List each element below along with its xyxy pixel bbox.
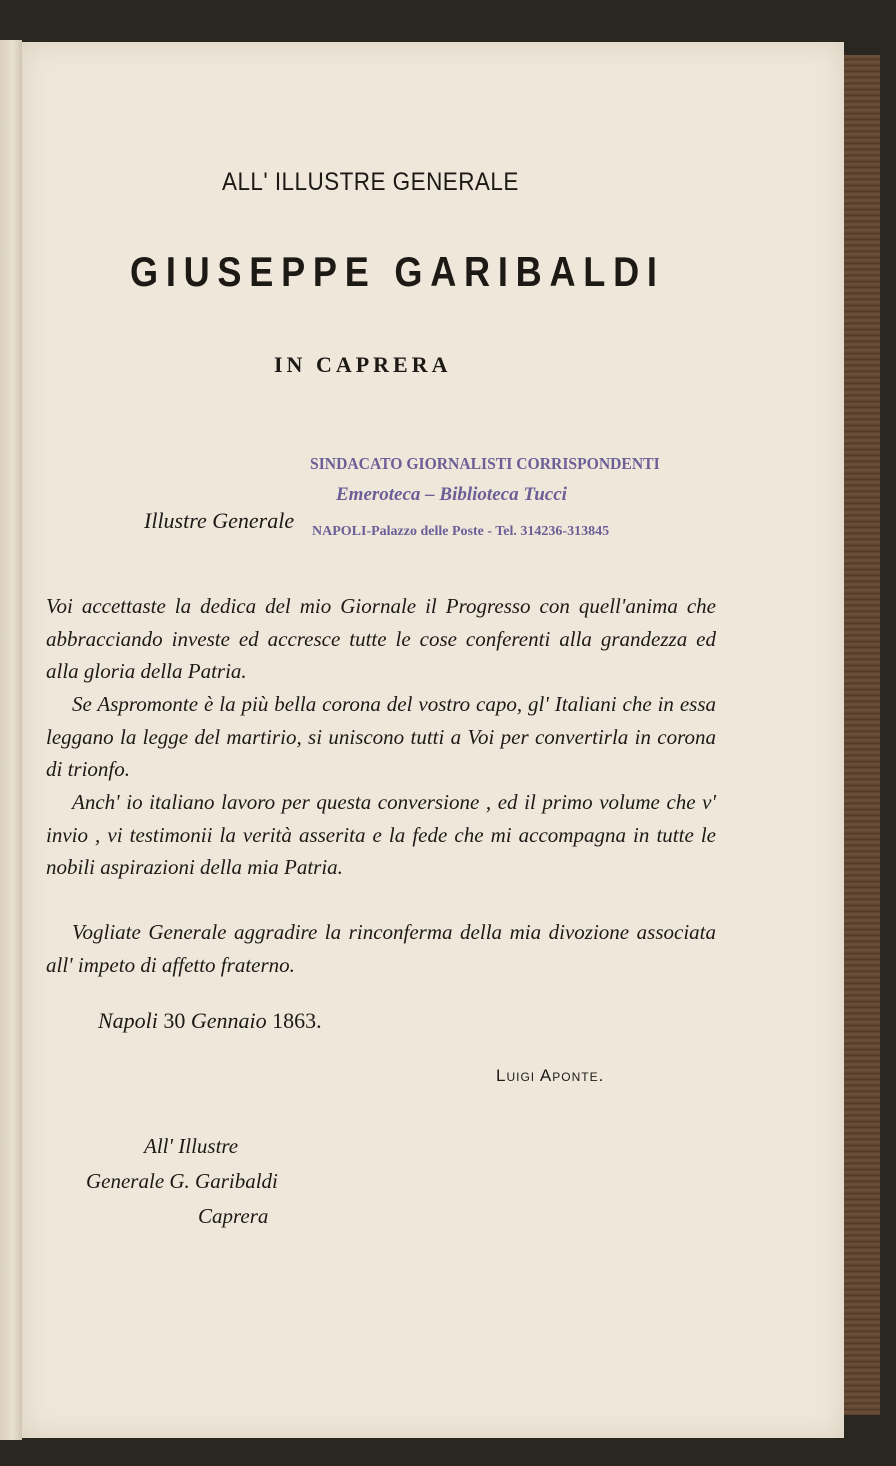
date-year: 1863. xyxy=(272,1008,322,1033)
address-line-1: All' Illustre xyxy=(144,1134,239,1158)
letter-paragraph-3: Anch' io italiano lavoro per questa conversione , ed il primo volume che v' invio , vi testimonii la verità asserita e la fede che mi accompagna in tutte le nobili aspirazioni della mia Patria. xyxy=(46,790,716,879)
library-stamp-line1: SINDACATO GIORNALISTI CORRISPONDENTI xyxy=(310,454,660,473)
book-page xyxy=(22,42,844,1438)
letter-paragraph-1: Voi accettaste la dedica del mio Giornale il Progresso con quell'anima che abbracciando investe ed accresce tutte le cose conferenti alla grandezza ed alla gloria della Patria. xyxy=(46,594,716,683)
letter-signature: Luigi Aponte. xyxy=(496,1066,605,1085)
left-page-edge xyxy=(0,40,22,1440)
date-place: Napoli xyxy=(98,1008,158,1033)
date-month: Gennaio xyxy=(190,1008,267,1033)
address-line-2: Generale G. Garibaldi xyxy=(86,1169,278,1193)
dedication-name: GIUSEPPE GARIBALDI xyxy=(130,248,665,295)
letter-paragraph-2: Se Aspromonte è la più bella corona del vostro capo, gl' Italiani che in essa leggano la legge del martirio, si uniscono tutti a Voi per convertirla in corona di trionfo. xyxy=(46,692,716,781)
address-line-3: Caprera xyxy=(198,1204,269,1228)
dedication-place: IN CAPRERA xyxy=(274,352,452,377)
dedication-heading: ALL' ILLUSTRE GENERALE xyxy=(222,168,519,196)
library-stamp-line3: NAPOLI-Palazzo delle Poste - Tel. 314236-313845 xyxy=(312,524,610,539)
library-stamp-line2: Emeroteca – Biblioteca Tucci xyxy=(336,484,567,505)
letter-date xyxy=(98,1008,322,1034)
letter-paragraph-4: Vogliate Generale aggradire la rinconferma della mia divozione associata all' impeto di affetto fraterno. xyxy=(46,920,716,977)
date-day: 30 xyxy=(163,1008,186,1033)
letter-salutation: Illustre Generale xyxy=(144,508,295,533)
book-spine-edge xyxy=(838,55,880,1415)
